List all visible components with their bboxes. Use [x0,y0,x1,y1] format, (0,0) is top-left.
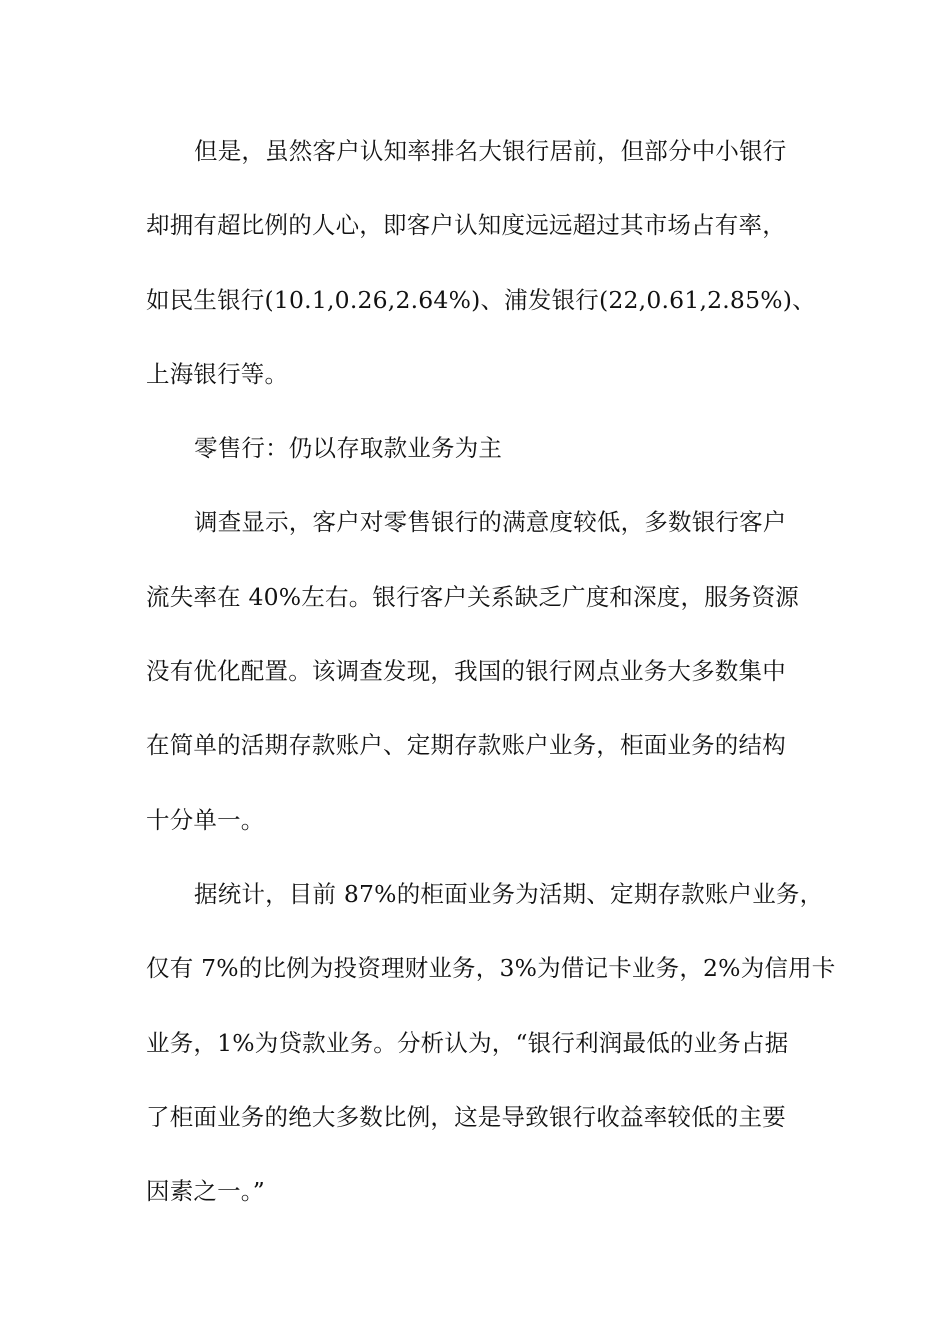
text-line: 流失率在 40%左右。银行客户关系缺乏广度和深度，服务资源 [146,582,800,611]
text-line: 没有优化配置。该调查发现，我国的银行网点业务大多数集中 [146,657,786,686]
text-line: 仅有 7%的比例为投资理财业务，3%为借记卡业务，2%为信用卡 [146,954,836,983]
text-line: 却拥有超比例的人心，即客户认知度远远超过其市场占有率， [146,211,786,240]
text-line: 十分单一。 [146,805,265,834]
document-body [146,128,836,1242]
text-line: 在简单的活期存款账户、定期存款账户业务，柜面业务的结构 [146,731,786,760]
section-heading: 零售行：仍以存取款业务为主 [194,434,503,463]
text-line: 了柜面业务的绝大多数比例，这是导致银行收益率较低的主要 [146,1102,786,1131]
text-line: 但是，虽然客户认知率排名大银行居前，但部分中小银行 [194,137,787,165]
text-line: 因素之一。” [146,1177,265,1206]
text-line: 上海银行等。 [146,359,289,388]
text-line: 调查显示，客户对零售银行的满意度较低，多数银行客户 [194,508,787,537]
text-line: 如民生银行(10.1,0.26,2.64%)、浦发银行(22,0.61,2.85%)、 [146,285,816,314]
text-line: 业务，1%为贷款业务。分析认为，“银行利润最低的业务占据 [146,1028,789,1057]
text-line: 据统计，目前 87%的柜面业务为活期、定期存款账户业务， [194,879,824,908]
